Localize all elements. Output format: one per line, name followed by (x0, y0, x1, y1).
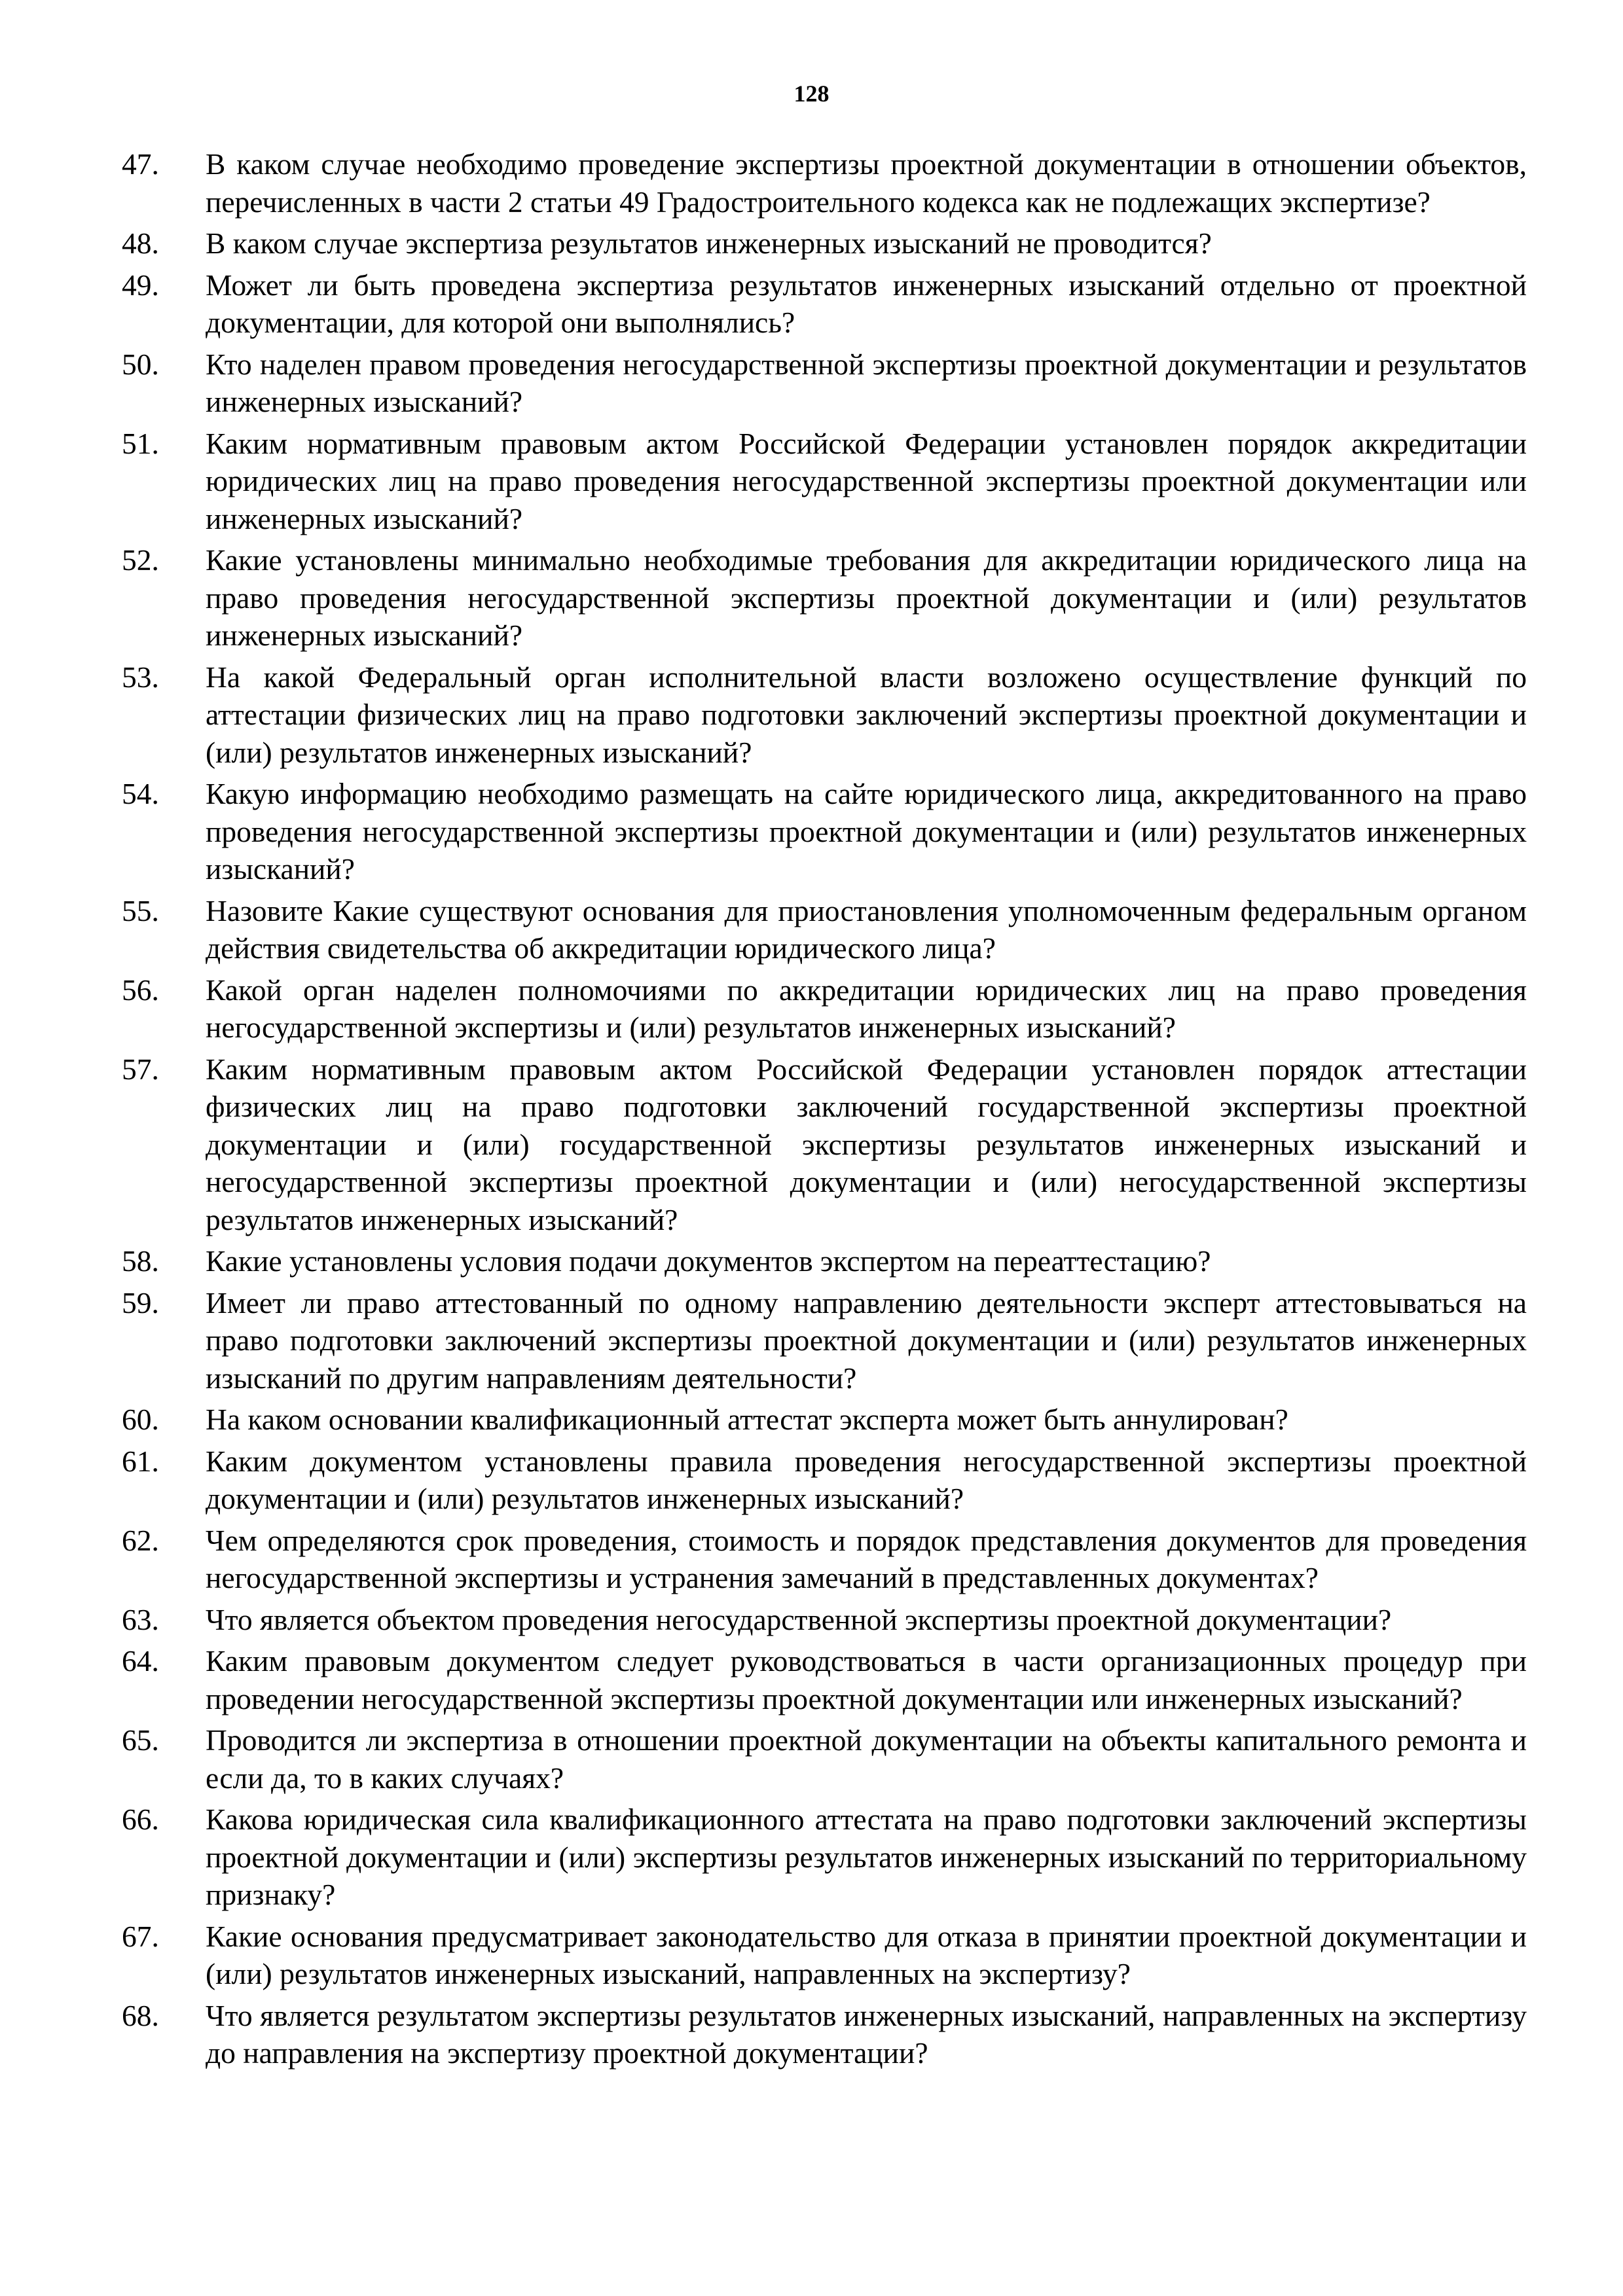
question-number: 59. (122, 1285, 159, 1319)
question-item (122, 971, 1527, 1047)
question-item (122, 266, 1527, 342)
question-text: Чем определяются срок проведения, стоимость и порядок представления документов для проведения негосударственной экспертизы и устранения замечаний в представленных документах? (206, 1523, 1527, 1594)
question-text: Кто наделен правом проведения негосударственной экспертизы проектной документации и результатов инженерных изысканий? (206, 347, 1527, 418)
question-item (122, 1401, 1527, 1439)
question-number: 68. (122, 1998, 159, 2032)
question-text: Какой орган наделен полномочиями по аккредитации юридических лиц на право проведения негосударственной экспертизы и (или) результатов инженерных изысканий? (206, 973, 1527, 1044)
question-number: 57. (122, 1052, 159, 1086)
question-item (122, 1997, 1527, 2072)
question-number: 64. (122, 1644, 159, 1677)
question-item (122, 1642, 1527, 1717)
question-text: На какой Федеральный орган исполнительной власти возложено осуществление функций по аттестации физических лиц на право подготовки заключений экспертизы проектной документации и (или) результатов инженерных изысканий? (206, 660, 1527, 769)
question-item (122, 658, 1527, 772)
question-list (122, 145, 1527, 2076)
question-text: Какие установлены условия подачи документов экспертом на переаттестацию? (206, 1244, 1211, 1278)
question-text: Назовите Какие существуют основания для приостановления уполномоченным федеральным органом действия свидетельства об аккредитации юридического лица? (206, 893, 1527, 965)
question-number: 52. (122, 543, 159, 577)
question-text: Каким документом установлены правила проведения негосударственной экспертизы проектной документации и (или) результатов инженерных изысканий? (206, 1444, 1527, 1515)
question-text: В каком случае экспертиза результатов инженерных изысканий не проводится? (206, 226, 1212, 260)
question-number: 47. (122, 147, 159, 181)
question-number: 54. (122, 777, 159, 810)
question-item (122, 1522, 1527, 1597)
question-text: Какова юридическая сила квалификационного аттестата на право подготовки заключений экспертизы проектной документации и (или) экспертизы результатов инженерных изысканий по территориальному признаку? (206, 1803, 1527, 1911)
question-text: Каким правовым документом следует руководствоваться в части организационных процедур при проведении негосударственной экспертизы проектной документации или инженерных изысканий? (206, 1644, 1527, 1715)
question-number: 66. (122, 1803, 159, 1836)
question-item (122, 224, 1527, 262)
question-number: 61. (122, 1444, 159, 1478)
question-number: 49. (122, 268, 159, 302)
question-item (122, 541, 1527, 655)
question-text: Проводится ли экспертиза в отношении проектной документации на объекты капитального ремонта и если да, то в каких случаях? (206, 1723, 1527, 1795)
question-number: 67. (122, 1919, 159, 1953)
question-number: 63. (122, 1602, 159, 1636)
page-number: 128 (793, 81, 830, 107)
question-item (122, 145, 1527, 221)
question-text: Что является результатом экспертизы результатов инженерных изысканий, направленных на экспертизу до направления на экспертизу проектной документации? (206, 1998, 1527, 2070)
question-text: Что является объектом проведения негосударственной экспертизы проектной документации? (206, 1602, 1392, 1636)
question-number: 60. (122, 1403, 159, 1436)
question-item (122, 1601, 1527, 1639)
question-number: 65. (122, 1723, 159, 1757)
question-text: В каком случае необходимо проведение экспертизы проектной документации в отношении объектов, перечисленных в части 2 статьи 49 Градостроительного кодекса как не подлежащих экспертизе? (206, 147, 1527, 219)
question-item (122, 1721, 1527, 1797)
question-item (122, 425, 1527, 538)
question-text: Какие установлены минимально необходимые требования для аккредитации юридического лица на право проведения негосударственной экспертизы проектной документации и (или) результатов инженерных изысканий? (206, 543, 1527, 652)
question-number: 48. (122, 226, 159, 260)
question-text: Какие основания предусматривает законодательство для отказа в принятии проектной документации и (или) результатов инженерных изысканий, направленных на экспертизу? (206, 1919, 1527, 1990)
question-number: 51. (122, 426, 159, 460)
question-item (122, 1050, 1527, 1239)
question-number: 58. (122, 1244, 159, 1278)
question-number: 55. (122, 893, 159, 927)
question-text: На каком основании квалификационный аттестат эксперта может быть аннулирован? (206, 1403, 1288, 1436)
question-number: 50. (122, 347, 159, 381)
question-text: Каким нормативным правовым актом Российской Федерации установлен порядок аттестации физических лиц на право подготовки заключений государственной экспертизы проектной документации и (или) государственной экспертизы результатов инженерных изысканий и негосударственной экспертизы проектной документации и (или) негосударственной экспертизы результатов инженерных изысканий? (206, 1052, 1527, 1236)
question-item (122, 892, 1527, 967)
question-number: 53. (122, 660, 159, 694)
question-text: Имеет ли право аттестованный по одному направлению деятельности эксперт аттестовываться на право подготовки заключений экспертизы проектной документации и (или) результатов инженерных изысканий по другим направлениям деятельности? (206, 1285, 1527, 1395)
question-item (122, 775, 1527, 888)
question-text: Каким нормативным правовым актом Российской Федерации установлен порядок аккредитации юридических лиц на право проведения негосударственной экспертизы проектной документации или инженерных изысканий? (206, 426, 1527, 535)
question-number: 62. (122, 1523, 159, 1557)
question-item (122, 346, 1527, 421)
question-item (122, 1443, 1527, 1518)
question-item (122, 1801, 1527, 1914)
question-number: 56. (122, 973, 159, 1007)
question-text: Может ли быть проведена экспертиза результатов инженерных изысканий отдельно от проектной документации, для которой они выполнялись? (206, 268, 1527, 339)
question-item (122, 1918, 1527, 1993)
question-item (122, 1284, 1527, 1397)
question-text: Какую информацию необходимо размещать на сайте юридического лица, аккредитованного на право проведения негосударственной экспертизы проектной документации и (или) результатов инженерных изысканий? (206, 777, 1527, 886)
question-item (122, 1242, 1527, 1280)
